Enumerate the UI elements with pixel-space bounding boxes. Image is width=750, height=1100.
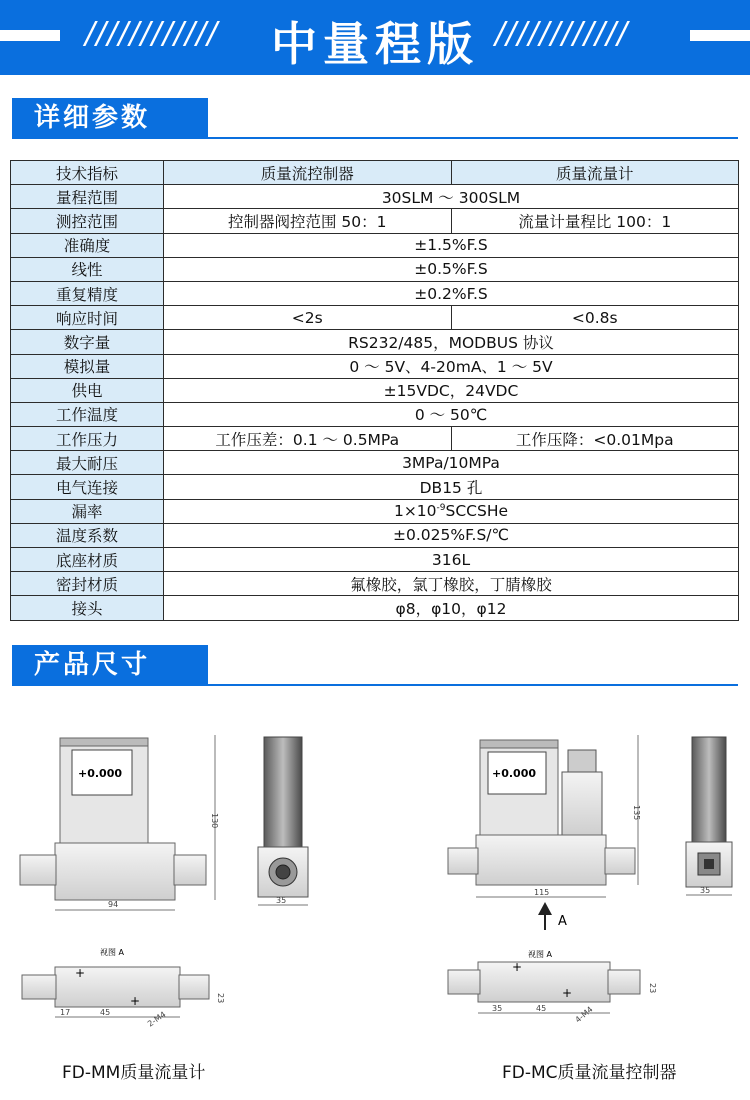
table-header-row [11,161,739,185]
row-value: ±0.025%F.S/℃ [164,523,739,547]
mm-height-label: 130 [210,813,219,829]
row-value: RS232/485，MODBUS 协议 [164,330,739,354]
section-heading-params: 详细参数 [12,98,208,138]
banner-title: 中量程版 [271,17,479,71]
row-value: ±0.5%F.S [164,257,739,281]
mm-dim-17: 17 [60,1008,71,1017]
mm-fitting-right [174,855,206,885]
mm-caption: FD-MM质量流量计 [62,1063,206,1083]
table-row [11,354,739,378]
mm-top-fitting-left [22,975,56,999]
row-label: 供电 [11,378,164,402]
mc-side-fins [692,737,726,842]
table-row [11,596,739,620]
row-label: 漏率 [11,499,164,523]
table-row [11,402,739,426]
table-row [11,281,739,305]
spec-table [10,160,739,621]
row-value-pre: 1×10 [393,502,437,521]
mc-dim-23: 23 [648,983,657,994]
dimension-drawings [0,705,750,1083]
mc-hole-marker-2: + [562,986,573,1000]
row-label: 最大耐压 [11,451,164,475]
table-row [11,427,739,451]
row-value: φ8，φ10，φ12 [164,596,739,620]
mm-top-fitting-right [179,975,209,999]
mc-top-fitting-right [608,970,640,994]
mc-height-label: 135 [632,805,641,821]
table-row [11,378,739,402]
mm-display-reading: +0.000 [78,767,123,780]
row-value-mfc: 控制器阀控范围 50：1 [164,209,452,233]
row-label: 电气连接 [11,475,164,499]
mm-hole-spec: 2-M4 [145,1009,168,1029]
mc-fitting-right [605,848,635,874]
table-row [11,451,739,475]
mc-view-a-label: 视图 A [528,950,553,959]
mc-hole-spec: 4-M4 [573,1004,595,1025]
mc-width-label: 115 [534,888,550,897]
row-value: ±15VDC，24VDC [164,378,739,402]
table-row [11,257,739,281]
row-label: 量程范围 [11,185,164,209]
section-heading-dimensions: 产品尺寸 [12,645,208,685]
mm-dim-45: 45 [100,1008,111,1017]
mc-display-reading: +0.000 [492,767,537,780]
row-label: 工作温度 [11,402,164,426]
row-value-post: SCCSHe [445,502,509,521]
row-value: DB15 孔 [164,475,739,499]
mm-view-a-label: 视图 A [100,948,125,957]
row-value: 0 ～ 5V、4-20mA、1 ～ 5V [164,354,739,378]
mc-base-top [478,962,610,1002]
header-cell-spec: 技术指标 [11,161,164,185]
row-label: 工作压力 [11,427,164,451]
mm-top-cap [60,738,148,746]
mc-caption: FD-MC质量流量控制器 [502,1063,677,1083]
row-value-mfm: 流量计量程比 100：1 [451,209,739,233]
header-cell-mfc: 质量流控制器 [164,161,452,185]
row-value [164,499,739,523]
table-row [11,572,739,596]
mc-side-label: 35 [700,886,711,895]
section-underline-params [12,137,738,139]
mm-base-block [55,843,175,900]
row-label: 准确度 [11,233,164,257]
mc-dim-45: 45 [536,1004,547,1013]
mm-side-label: 35 [276,896,287,905]
mm-front-view [20,735,219,910]
drawings-svg [0,705,750,1045]
row-value: ±0.2%F.S [164,281,739,305]
banner-slashes-right: //////////// [495,16,629,51]
row-value: 3MPa/10MPa [164,451,739,475]
table-row [11,233,739,257]
mc-top-cap [480,740,558,748]
table-row [11,523,739,547]
top-banner [0,0,750,75]
table-row [11,475,739,499]
mc-view-a [448,950,657,1025]
row-value: 氟橡胶，氯丁橡胶，丁腈橡胶 [164,572,739,596]
mm-width-label: 94 [108,900,119,909]
mc-front-view [448,735,641,930]
mm-side-fins [264,737,302,847]
mm-view-a [22,948,225,1029]
mc-side-view [686,737,732,895]
row-label: 模拟量 [11,354,164,378]
mc-view-arrow-label: A [558,914,567,929]
banner-slashes-left: //////////// [85,16,219,51]
row-label: 接头 [11,596,164,620]
mc-valve-cap [568,750,596,772]
row-label: 密封材质 [11,572,164,596]
row-value: 316L [164,548,739,572]
mm-fitting-left [20,855,56,885]
mc-hole-marker-1: + [512,960,523,974]
row-label: 数字量 [11,330,164,354]
row-value-sup: -9 [436,503,446,514]
section-underline-dimensions [12,684,738,686]
table-row [11,209,739,233]
mm-side-view [258,737,308,905]
row-label: 重复精度 [11,281,164,305]
row-value: ±1.5%F.S [164,233,739,257]
mc-base-block [476,835,606,885]
row-value: 30SLM ～ 300SLM [164,185,739,209]
mc-fitting-left [448,848,478,874]
table-row [11,330,739,354]
banner-bar-right [690,30,750,41]
table-row [11,185,739,209]
mc-valve-body [562,772,602,835]
row-value-mfm: 工作压降：<0.01Mpa [451,427,739,451]
mc-dim-35: 35 [492,1004,503,1013]
mm-hole-marker-2: + [130,994,141,1008]
table-row [11,499,739,523]
mm-dim-23: 23 [216,993,225,1004]
row-value-mfm: <0.8s [451,306,739,330]
row-value: 0 ～ 50℃ [164,402,739,426]
row-label: 温度系数 [11,523,164,547]
mm-port-inner [276,865,290,879]
row-label: 测控范围 [11,209,164,233]
mc-port-inner [704,859,714,869]
row-value-mfc: <2s [164,306,452,330]
mc-top-fitting-left [448,970,480,994]
row-label: 线性 [11,257,164,281]
row-label: 底座材质 [11,548,164,572]
header-cell-mfm: 质量流量计 [451,161,739,185]
mm-base-top [55,967,180,1007]
mm-hole-marker-1: + [75,966,86,980]
table-row [11,306,739,330]
table-row [11,548,739,572]
row-value-mfc: 工作压差：0.1 ～ 0.5MPa [164,427,452,451]
row-label: 响应时间 [11,306,164,330]
